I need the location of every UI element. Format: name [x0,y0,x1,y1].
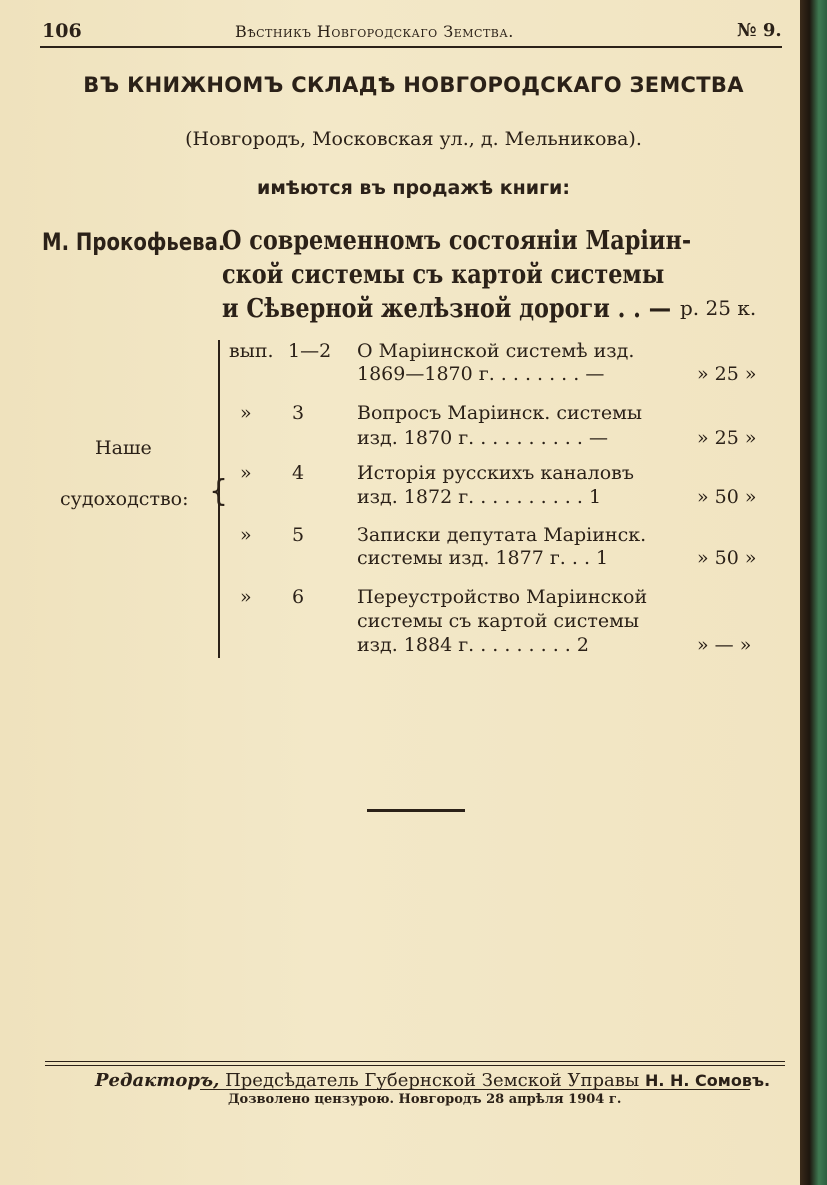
entry-3-price: » 50 » [697,486,757,508]
editor-label: Редакторъ, [95,1070,220,1091]
entry-4-line-2: системы изд. 1877 г. . . 1 [357,547,609,569]
entry-2-line-2: изд. 1870 г. . . . . . . . . . — [357,427,608,449]
series-subject-line-2: судоходство: [60,488,189,510]
entry-1-issue-label: вып. [229,340,274,362]
entry-4-issue-number: 5 [292,524,305,546]
book-title-line-2: ской системы съ картой системы [222,260,665,290]
section-divider [367,809,465,812]
editor-text: Предсѣдатель Губернской Земской Управы [225,1070,640,1091]
entry-3-issue-label: » [240,462,252,484]
entry-2-issue-number: 3 [292,402,305,424]
book-title-line-3: и Сѣверной желѣзной дороги . . — [222,294,672,324]
entry-5-line-1: Переустройство Марiинской [357,586,648,608]
entry-4-price: » 50 » [697,547,757,569]
notice-address: (Новгородъ, Московская ул., д. Мельникова). [185,128,642,150]
entry-1-line-2: 1869—1870 г. . . . . . . . — [357,363,605,385]
entry-5-issue-label: » [240,586,252,608]
series-brace: { [209,474,229,509]
book-price: р. 25 к. [680,296,757,320]
issue-number: № 9. [737,20,782,41]
series-subject-line-1: Наше [95,437,152,459]
entry-1-issue-number: 1—2 [288,340,332,362]
editor-name: Н. Н. Сомовъ. [644,1071,771,1090]
page-number: 106 [42,20,82,42]
footer-rule-top [45,1061,785,1062]
entry-4-issue-label: » [240,524,252,546]
notice-for-sale: имѣются въ продажѣ книги: [257,177,570,199]
censor-line: Дозволено цензурою. Новгородъ 28 апрѣля 1904 г. [228,1092,622,1107]
entry-5-line-2: системы съ картой системы [357,610,640,632]
entry-3-issue-number: 4 [292,462,305,484]
entry-2-line-1: Вопросъ Марiинск. системы [357,402,642,424]
entry-5-price: » — » [697,634,752,656]
entry-3-line-1: Исторiя русскихъ каналовъ [357,462,634,484]
notice-headline: ВЪ КНИЖНОМЪ СКЛАДѢ НОВГОРОДСКАГО ЗЕМСТВА [83,73,744,97]
footer-rule-bottom [45,1065,785,1066]
header-rule [40,46,782,48]
entry-5-line-3: изд. 1884 г. . . . . . . . . 2 [357,634,589,656]
book-title-line-1: О современномъ состоянiи Марiин- [222,226,692,256]
entry-4-line-1: Записки депутата Марiинск. [357,524,647,546]
entry-2-issue-label: » [240,402,252,424]
journal-title: Вѣстникъ Новгородскаго Земства. [235,22,514,41]
entry-5-issue-number: 6 [292,586,305,608]
entry-1-line-1: О Марiинской системѣ изд. [357,340,635,362]
author-name: М. Прокофьева. [42,228,226,256]
entry-2-price: » 25 » [697,427,757,449]
entry-3-line-2: изд. 1872 г. . . . . . . . . . 1 [357,486,602,508]
footer-rule-censor [200,1089,750,1090]
editor-line [95,1070,770,1091]
entry-1-price: » 25 » [697,363,757,385]
